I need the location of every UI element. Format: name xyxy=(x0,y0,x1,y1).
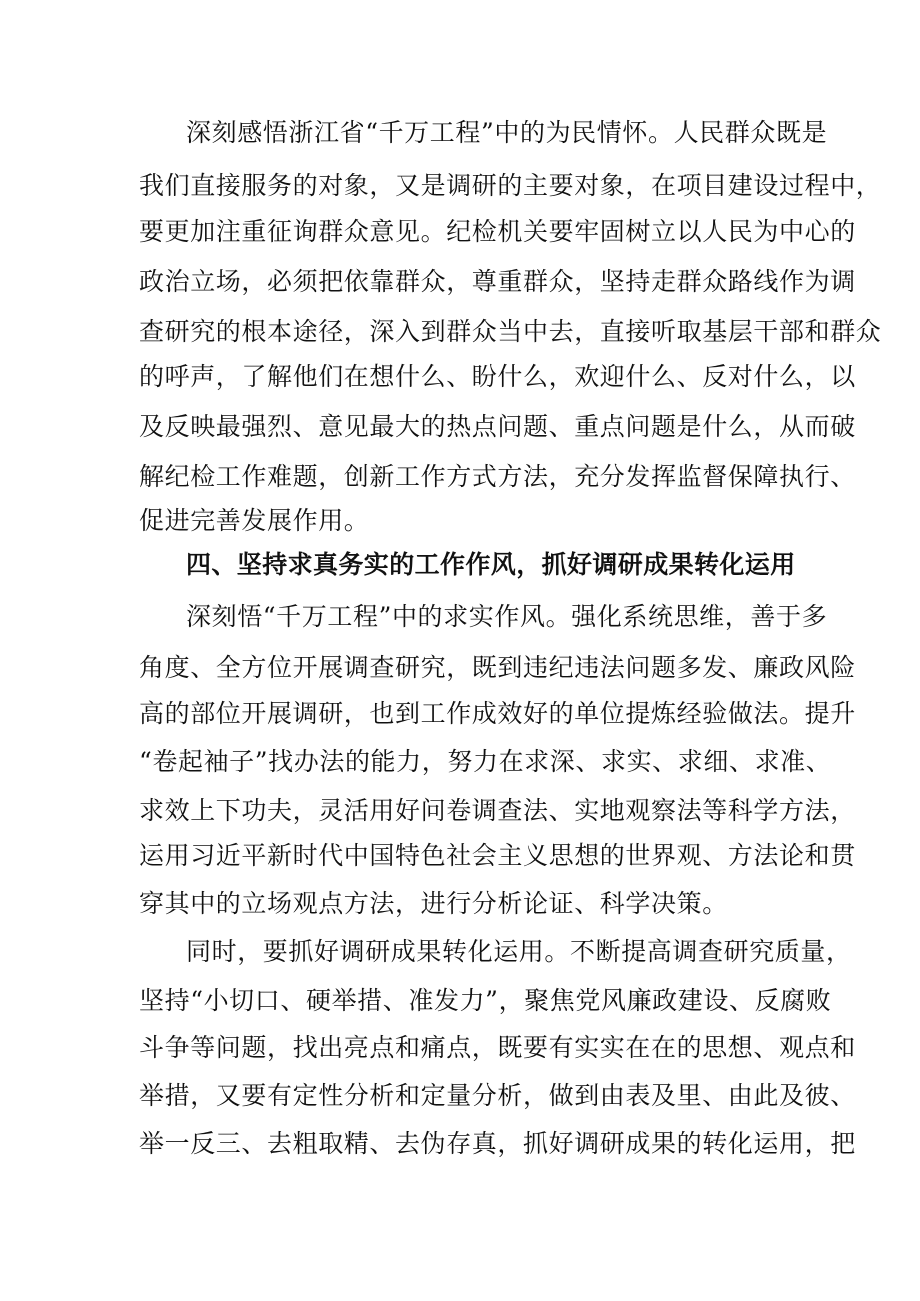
paragraph-1-line-1: 深刻感悟浙江省“千万工程”中的为民情怀。人民群众既是 xyxy=(186,118,828,147)
paragraph-1-line-2: 我们直接服务的对象，又是调研的主要对象，在项目建设过程中， xyxy=(139,171,882,200)
paragraph-3-line-1: 同时，要抓好调研成果转化运用。不断提高调查研究质量， xyxy=(186,937,852,966)
section-heading: 四、坚持求真务实的工作作风，抓好调研成果转化运用 xyxy=(186,550,796,579)
paragraph-3-line-2: 坚持“小切口、硬举措、准发力”，聚焦党风廉政建设、反腐败 xyxy=(139,986,832,1015)
paragraph-2-line-1: 深刻悟“千万工程”中的求实作风。强化系统思维，善于多 xyxy=(186,602,828,631)
paragraph-1-line-3: 要更加注重征询群众意见。纪检机关要牢固树立以人民为中心的 xyxy=(139,217,856,246)
paragraph-2-line-2: 角度、全方位开展调查研究，既到违纪违法问题多发、廉政风险 xyxy=(139,653,856,682)
paragraph-1-line-5: 查研究的根本途径，深入到群众当中去，直接听取基层干部和群众 xyxy=(139,317,882,346)
paragraph-2-line-7: 穿其中的立场观点方法，进行分析论证、科学决策。 xyxy=(139,889,728,918)
paragraph-2-line-4: “卷起袖子”找办法的能力，努力在求深、求实、求细、求准、 xyxy=(139,747,832,776)
paragraph-1-line-7: 及反映最强烈、意见最大的热点问题、重点问题是什么，从而破 xyxy=(139,412,856,441)
paragraph-1-line-8: 解纪检工作难题，创新工作方式方法，充分发挥监督保障执行、 xyxy=(139,462,856,491)
paragraph-2-line-5: 求效上下功夫，灵活用好问卷调查法、实地观察法等科学方法， xyxy=(139,796,856,825)
paragraph-1-line-9: 促进完善发展作用。 xyxy=(139,506,370,535)
paragraph-1-line-6: 的呼声，了解他们在想什么、盼什么，欢迎什么、反对什么，以 xyxy=(139,362,856,391)
paragraph-3-line-5: 举一反三、去粗取精、去伪存真，抓好调研成果的转化运用，把 xyxy=(139,1129,856,1158)
paragraph-3-line-4: 举措，又要有定性分析和定量分析，做到由表及里、由此及彼、 xyxy=(139,1081,856,1110)
paragraph-2-line-3: 高的部位开展调研，也到工作成效好的单位提炼经验做法。提升 xyxy=(139,699,856,728)
paragraph-1-line-4: 政治立场，必须把依靠群众，尊重群众，坚持走群众路线作为调 xyxy=(139,267,856,296)
paragraph-3-line-3: 斗争等问题，找出亮点和痛点，既要有实实在在的思想、观点和 xyxy=(139,1033,856,1062)
paragraph-2-line-6: 运用习近平新时代中国特色社会主义思想的世界观、方法论和贯 xyxy=(139,841,856,870)
